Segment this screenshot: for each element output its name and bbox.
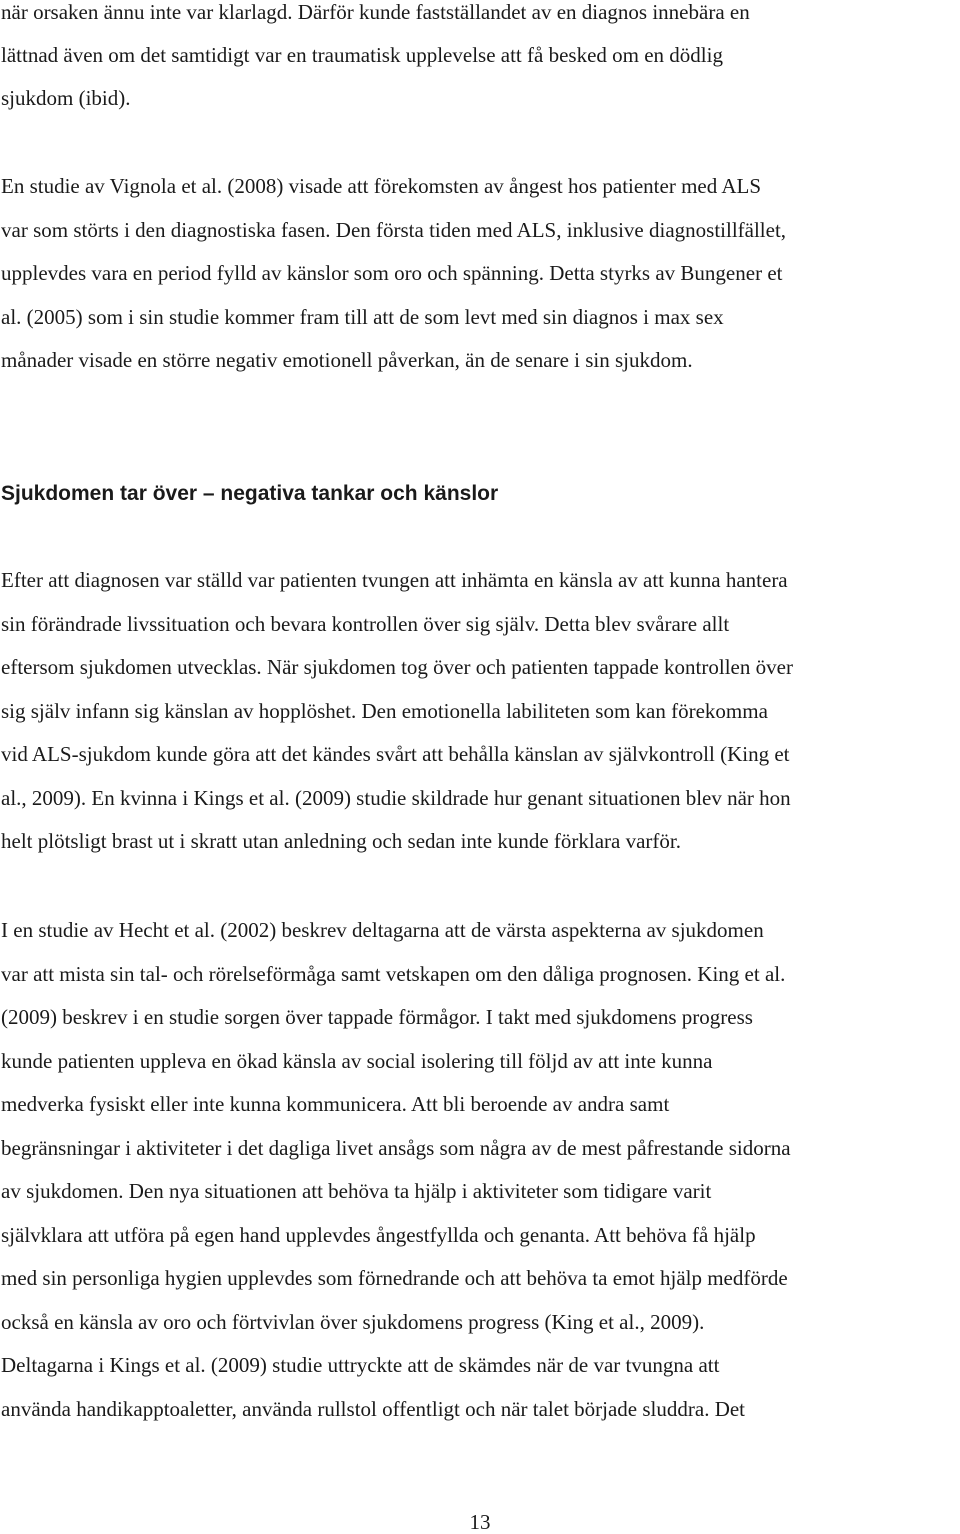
paragraph-line: sig själv infann sig känslan av hopplöshet. Den emotionella labiliteten som kan förekomma: [1, 699, 768, 723]
paragraph-line: al., 2009). En kvinna i Kings et al. (2009) studie skildrade hur genant situationen blev när hon: [1, 786, 791, 810]
paragraph-line: medverka fysiskt eller inte kunna kommunicera. Att bli beroende av andra samt: [1, 1092, 670, 1116]
paragraph-line: eftersom sjukdomen utvecklas. När sjukdomen tog över och patienten tappade kontrollen över: [1, 655, 793, 679]
paragraph-line: månader visade en större negativ emotionell påverkan, än de senare i sin sjukdom.: [1, 348, 693, 372]
paragraph-line: helt plötsligt brast ut i skratt utan anledning och sedan inte kunde förklara varför.: [1, 829, 681, 853]
paragraph-line: begränsningar i aktiviteter i det dagliga livet ansågs som några av de mest påfrestande sidorna: [1, 1136, 791, 1160]
paragraph-line: också en känsla av oro och förtvivlan över sjukdomens progress (King et al., 2009).: [1, 1310, 705, 1334]
paragraph-line: var som störts i den diagnostiska fasen. Den första tiden med ALS, inklusive diagnostillfället,: [1, 218, 787, 242]
paragraph-line: när orsaken ännu inte var klarlagd. Därför kunde fastställandet av en diagnos innebära en: [1, 0, 750, 24]
paragraph-line: (2009) beskrev i en studie sorgen över tappade förmågor. I takt med sjukdomens progress: [1, 1005, 753, 1029]
paragraph-line: kunde patienten uppleva en ökad känsla av social isolering till följd av att inte kunna: [1, 1049, 713, 1073]
paragraph-line: I en studie av Hecht et al. (2002) beskrev deltagarna att de värsta aspekterna av sjukdomen: [1, 918, 764, 942]
page-number: 13: [469, 1510, 491, 1534]
paragraph-line: vid ALS-sjukdom kunde göra att det kändes svårt att behålla känslan av självkontroll (King et: [1, 742, 790, 766]
paragraph-line: var att mista sin tal- och rörelseförmåga samt vetskapen om den dåliga prognosen. King et al.: [1, 962, 786, 986]
paragraph-line: sin förändrade livssituation och bevara kontrollen över sig själv. Detta blev svårare allt: [1, 612, 730, 636]
paragraph-line: sjukdom (ibid).: [1, 86, 131, 110]
paragraph-line: med sin personliga hygien upplevdes som förnedrande och att behöva ta emot hjälp medförde: [1, 1266, 788, 1290]
paragraph-line: upplevdes vara en period fylld av känslor som oro och spänning. Detta styrks av Bungener et: [1, 261, 783, 285]
paragraph-line: En studie av Vignola et al. (2008) visade att förekomsten av ångest hos patienter med ALS: [1, 174, 761, 198]
paragraph-line: använda handikapptoaletter, använda rullstol offentligt och när talet började sluddra. Det: [1, 1397, 746, 1421]
paragraph-line: al. (2005) som i sin studie kommer fram till att de som levt med sin diagnos i max sex: [1, 305, 724, 329]
paragraph-line: Efter att diagnosen var ställd var patienten tvungen att inhämta en känsla av att kunna hantera: [1, 568, 788, 592]
paragraph-line: Deltagarna i Kings et al. (2009) studie uttryckte att de skämdes när de var tvungna att: [1, 1353, 720, 1377]
paragraph-line: av sjukdomen. Den nya situationen att behöva ta hjälp i aktiviteter som tidigare varit: [1, 1179, 712, 1203]
paragraph-line: lättnad även om det samtidigt var en traumatisk upplevelse att få besked om en dödlig: [1, 43, 723, 67]
section-heading: Sjukdomen tar över – negativa tankar och känslor: [1, 482, 499, 505]
paragraph-line: självklara att utföra på egen hand upplevdes ångestfyllda och genanta. Att behöva få hjälp: [1, 1223, 756, 1247]
